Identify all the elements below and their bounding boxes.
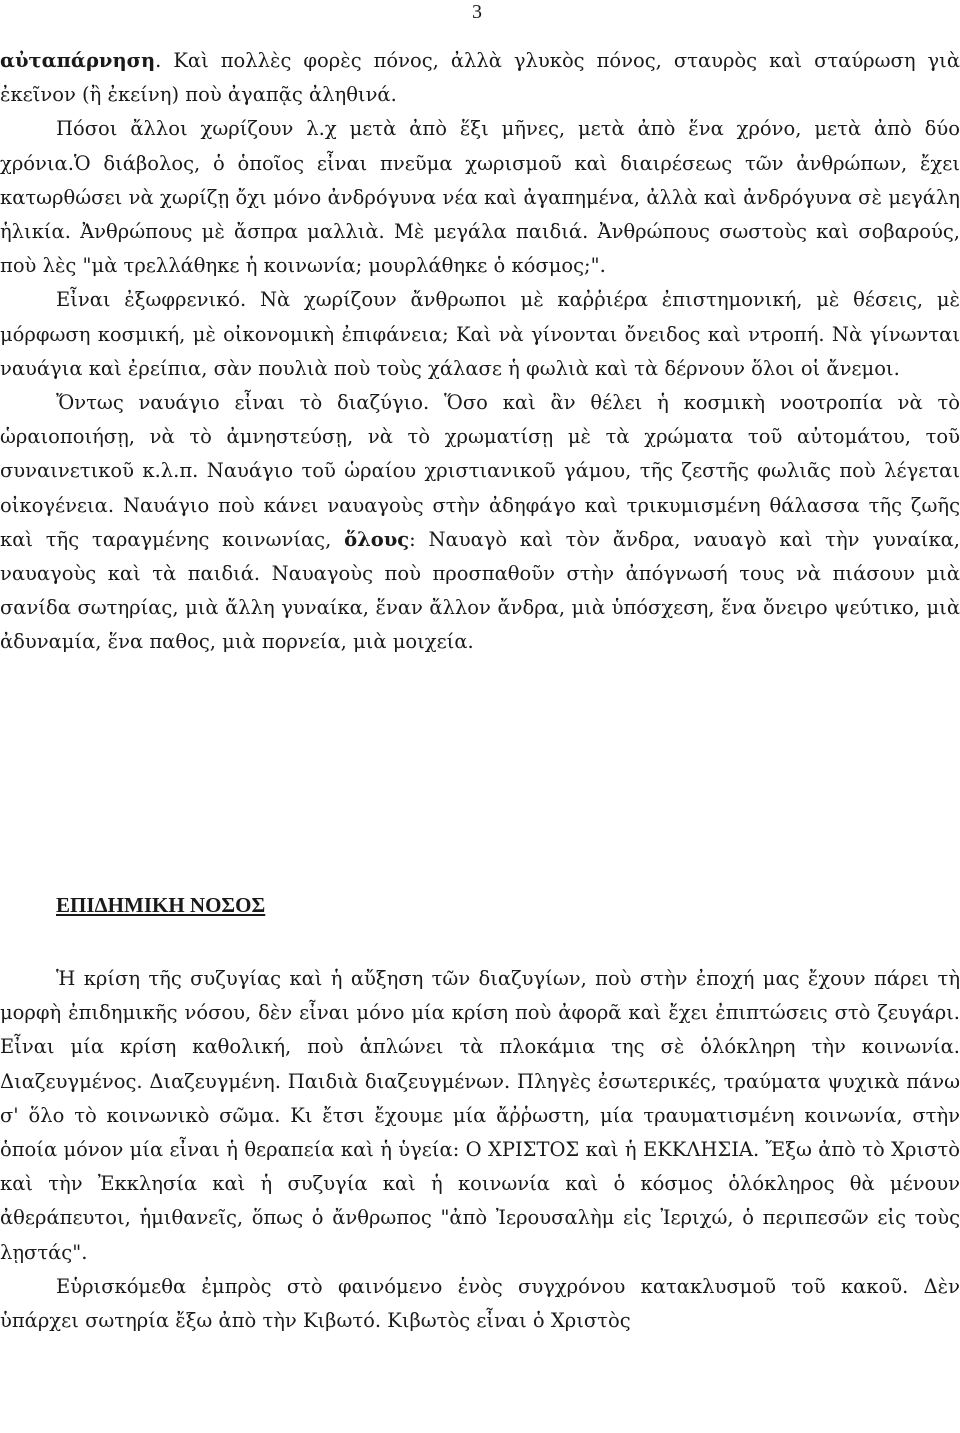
body-text-bottom [0,962,960,1338]
body-text-top [0,44,960,660]
page-number: 3 [472,1,482,23]
paragraph-1 [0,44,960,112]
paragraph-1-text: . Καὶ πολλὲς φορὲς πόνος, ἀλλὰ γλυκὸς πόνος, σταυρὸς καὶ σταύρωση γιὰ ἐκεῖνον (ἢ ἐκείνη) ποὺ ἀγαπᾷς ἀληθινά. [0,49,960,107]
paragraph-4 [0,386,960,660]
paragraph-5: Ἡ κρίση τῆς συζυγίας καὶ ἡ αὔξηση τῶν διαζυγίων, ποὺ στὴν ἐποχή μας ἔχουν πάρει τὴ μορφὴ ἐπιδημικῆς νόσου, δὲν εἶναι μόνο μία κρίση ποὺ ἀφορᾶ καὶ ἔχει ἐπιπτώσεις στὸ ζευγάρι. Εἶναι μία κρίση καθολική, ποὺ ἁπλώνει τὰ πλοκάμια της σὲ ὁλόκληρη τὴν κοινωνία. Διαζευγμένος. Διαζευγμένη. Παιδιὰ διαζευγμένων. Πληγὲς ἐσωτερικές, τραύματα ψυχικὰ πάνω σ' ὅλο τὸ κοινωνικὸ σῶμα. Κι ἔτσι ἔχουμε μία ἄῤῥωστη, μία τραυματισμένη κοινωνία, στὴν ὁποία μόνον μία εἶναι ἡ θεραπεία καὶ ἡ ὑγεία: Ο ΧΡΙΣΤΟΣ καὶ ἡ ΕΚΚΛΗΣΙΑ. Ἔξω ἀπὸ τὸ Χριστὸ καὶ τὴν Ἐκκλησία καὶ ἡ συζυγία καὶ ἡ κοινωνία καὶ ὁ κόσμος ὁλόκληρος θὰ μένουν ἀθεράπευτοι, ἡμιθανεῖς, ὅπως ὁ ἄνθρωπος "ἀπὸ Ἰερουσαλὴμ εἰς Ἰεριχώ, ὁ περιπεσῶν εἰς τοὺς λῃστάς". [0,967,960,1264]
paragraph-6: Εὑρισκόμεθα ἐμπρὸς στὸ φαινόμενο ἑνὸς συγχρόνου κατακλυσμοῦ τοῦ κακοῦ. Δὲν ὑπάρχει σωτηρία ἔξω ἀπὸ τὴν Κιβωτό. Κιβωτὸς εἶναι ὁ Χριστὸς [0,1274,960,1333]
section-heading: ΕΠΙΔΗΜΙΚΗ ΝΟΣΟΣ [56,893,266,917]
bold-lead-word: αὐταπάρνηση [0,49,156,72]
paragraph-4-text-before: Ὄντως ναυάγιο εἶναι τὸ διαζύγιο. Ὅσο καὶ ἂν θέλει ἡ κοσμικὴ νοοτροπία νὰ τὸ ὡραιοποιήσῃ, νὰ τὸ ἀμνηστεύσῃ, νὰ τὸ χρωματίσῃ μὲ τὰ χρώματα τοῦ αὐτομάτου, τοῦ συναινετικοῦ κ.λ.π. Ναυάγιο τοῦ ὡραίου χριστιανικοῦ γάμου, τῆς ζεστῆς φωλιᾶς ποὺ λέγεται οἰκογένεια. Ναυάγιο ποὺ κάνει ναυαγοὺς στὴν ἀδηφάγο καὶ τρικυμισμένη θάλασσα τῆς ζωῆς καὶ τῆς ταραγμένης κοινωνίας, [0,391,960,551]
paragraph-4-text-after: : Ναυαγὸ καὶ τὸν ἄνδρα, ναυαγὸ καὶ τὴν γυναίκα, ναυαγοὺς καὶ τὰ παιδιά. Ναυαγοὺς ποὺ προσπαθοῦν στὴν ἀπόγνωσή τους νὰ πιάσουν μιὰ σανίδα σωτηρίας, μιὰ ἄλλη γυναίκα, ἕναν ἄλλον ἄνδρα, μιὰ ὑπόσχεση, ἕνα ὄνειρο ψεύτικο, μιὰ ἀδυναμία, ἕνα παθος, μιὰ πορνεία, μιὰ μοιχεία. [0,527,960,654]
paragraph-3: Εἶναι ἐξωφρενικό. Νὰ χωρίζουν ἄνθρωποι μὲ καῤῥιέρα ἐπιστημονική, μὲ θέσεις, μὲ μόρφωση κοσμική, μὲ οἰκονομικὴ ἐπιφάνεια; Καὶ νὰ γίνονται ὄνειδος καὶ ντροπή. Νὰ γίνωνται ναυάγια καὶ ἐρείπια, σὰν πουλιὰ ποὺ τοὺς χάλασε ἡ φωλιὰ καὶ τὰ δέρνουν ὅλοι οἱ ἄνεμοι. [0,288,960,380]
paragraph-2: Πόσοι ἄλλοι χωρίζουν λ.χ μετὰ ἀπὸ ἕξι μῆνες, μετὰ ἀπὸ ἕνα χρόνο, μετὰ ἀπὸ δύο χρόνια.Ὁ διάβολος, ὁ ὁποῖος εἶναι πνεῦμα χωρισμοῦ καὶ διαιρέσεως τῶν ἀνθρώπων, ἔχει κατωρθώσει νὰ χωρίζῃ ὄχι μόνο ἀνδρόγυνα νέα καὶ ἀγαπημένα, ἀλλὰ καὶ ἀνδρόγυνα σὲ μεγάλη ἡλικία. Ἀνθρώπους μὲ ἄσπρα μαλλιὰ. Μὲ μεγάλα παιδιά. Ἀνθρώπους σωστοὺς καὶ σοβαρούς, ποὺ λὲς "μὰ τρελλάθηκε ἡ κοινωνία; μουρλάθηκε ὁ κόσμος;". [0,117,960,278]
bold-word: ὅλους [344,527,410,551]
